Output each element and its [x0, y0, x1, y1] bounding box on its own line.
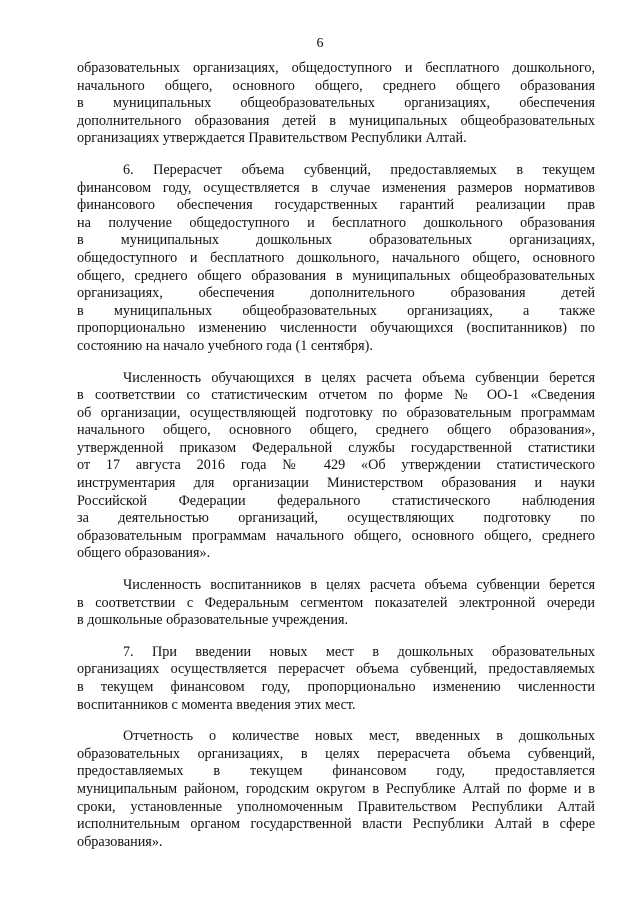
text-line: общего образования».: [77, 545, 211, 562]
text-line: финансового обеспечения государственных гарантий реализации прав: [77, 197, 595, 214]
paragraph-4: [77, 577, 595, 630]
text-line: 7. При введении новых мест в дошкольных образовательных: [123, 643, 595, 660]
text-line: инструментария для организации Министерством образования и науки: [77, 475, 595, 492]
text-line: 6. Перерасчет объема субвенций, предоставляемых в текущем: [123, 161, 595, 178]
text-line: в соответствии со статистическим отчетом по форме № ОО-1 «Сведения: [77, 387, 595, 404]
text-line: начального общего, основного общего, среднего общего образования: [77, 77, 595, 94]
document-body: [77, 60, 595, 865]
text-line: утвержденной приказом Федеральной службы государственной статистики: [77, 439, 595, 456]
text-line: в муниципальных общеобразовательных организациях, обеспечения: [77, 95, 595, 112]
text-line: организациях осуществляется перерасчет объема субвенций, предоставляемых: [77, 661, 595, 678]
text-line: воспитанников с момента введения этих мест.: [77, 696, 356, 713]
text-line: состоянию на начало учебного года (1 сентября).: [77, 337, 373, 354]
text-line: от 17 августа 2016 года № 429 «Об утверждении статистического: [77, 457, 595, 474]
text-line: муниципальным районом, городским округом в Республике Алтай по форме и в: [77, 780, 595, 797]
paragraph-6: [77, 728, 595, 851]
text-line: общего, среднего общего образования в муниципальных общеобразовательных: [77, 267, 595, 284]
text-line: образовательным программам начального общего, основного общего, среднего: [77, 527, 595, 544]
text-line: образовательных организациях, в целях перерасчета объема субвенций,: [77, 745, 595, 762]
text-line: в муниципальных дошкольных образовательных организациях,: [77, 232, 595, 249]
text-line: на получение общедоступного и бесплатного дошкольного образования: [77, 214, 595, 231]
text-line: в дошкольные образовательные учреждения.: [77, 612, 349, 629]
text-line: организациях, обеспечения дополнительного образования детей: [77, 285, 595, 302]
text-line: общедоступного и бесплатного дошкольного, начального общего, основного: [77, 249, 595, 266]
text-line: исполнительным органом государственной власти Республики Алтай в сфере: [77, 816, 595, 833]
text-line: финансовом году, осуществляется в случае изменения размеров нормативов: [77, 179, 595, 196]
text-line: в муниципальных общеобразовательных организациях, а также: [77, 302, 595, 319]
text-line: в соответствии с Федеральным сегментом показателей электронной очереди: [77, 594, 595, 611]
text-line: дополнительного образования детей в муниципальных общеобразовательных: [77, 112, 595, 129]
page-number: 6: [316, 36, 324, 51]
text-line: Численность обучающихся в целях расчета объема субвенции берется: [123, 369, 595, 386]
text-line: Отчетность о количестве новых мест, введенных в дошкольных: [123, 728, 595, 745]
text-line: сроки, установленные уполномоченным Правительством Республики Алтай: [77, 798, 595, 815]
text-line: в текущем финансовом году, пропорционально изменению численности: [77, 679, 595, 695]
paragraph-3: [77, 370, 595, 564]
text-line: за деятельностью организаций, осуществляющих подготовку по: [77, 510, 595, 527]
text-line: предоставляемых в текущем финансовом году, предоставляется: [77, 763, 595, 780]
text-line: образования».: [77, 833, 163, 850]
text-line: начального общего, основного общего, среднего общего образования»,: [77, 422, 595, 439]
text-line: пропорционально изменению численности обучающихся (воспитанников) по: [77, 320, 595, 337]
paragraph-2: [77, 162, 595, 356]
text-line: организациях утверждается Правительством Республики Алтай.: [77, 130, 467, 147]
text-line: Российской Федерации федерального статистического наблюдения: [77, 492, 595, 509]
text-line: образовательных организациях, общедоступного и бесплатного дошкольного,: [77, 60, 595, 76]
text-line: об организации, осуществляющей подготовку по образовательным программам: [77, 404, 595, 421]
paragraph-1: [77, 60, 595, 148]
paragraph-5: [77, 644, 595, 714]
text-line: Численность воспитанников в целях расчета объема субвенции берется: [123, 577, 595, 594]
